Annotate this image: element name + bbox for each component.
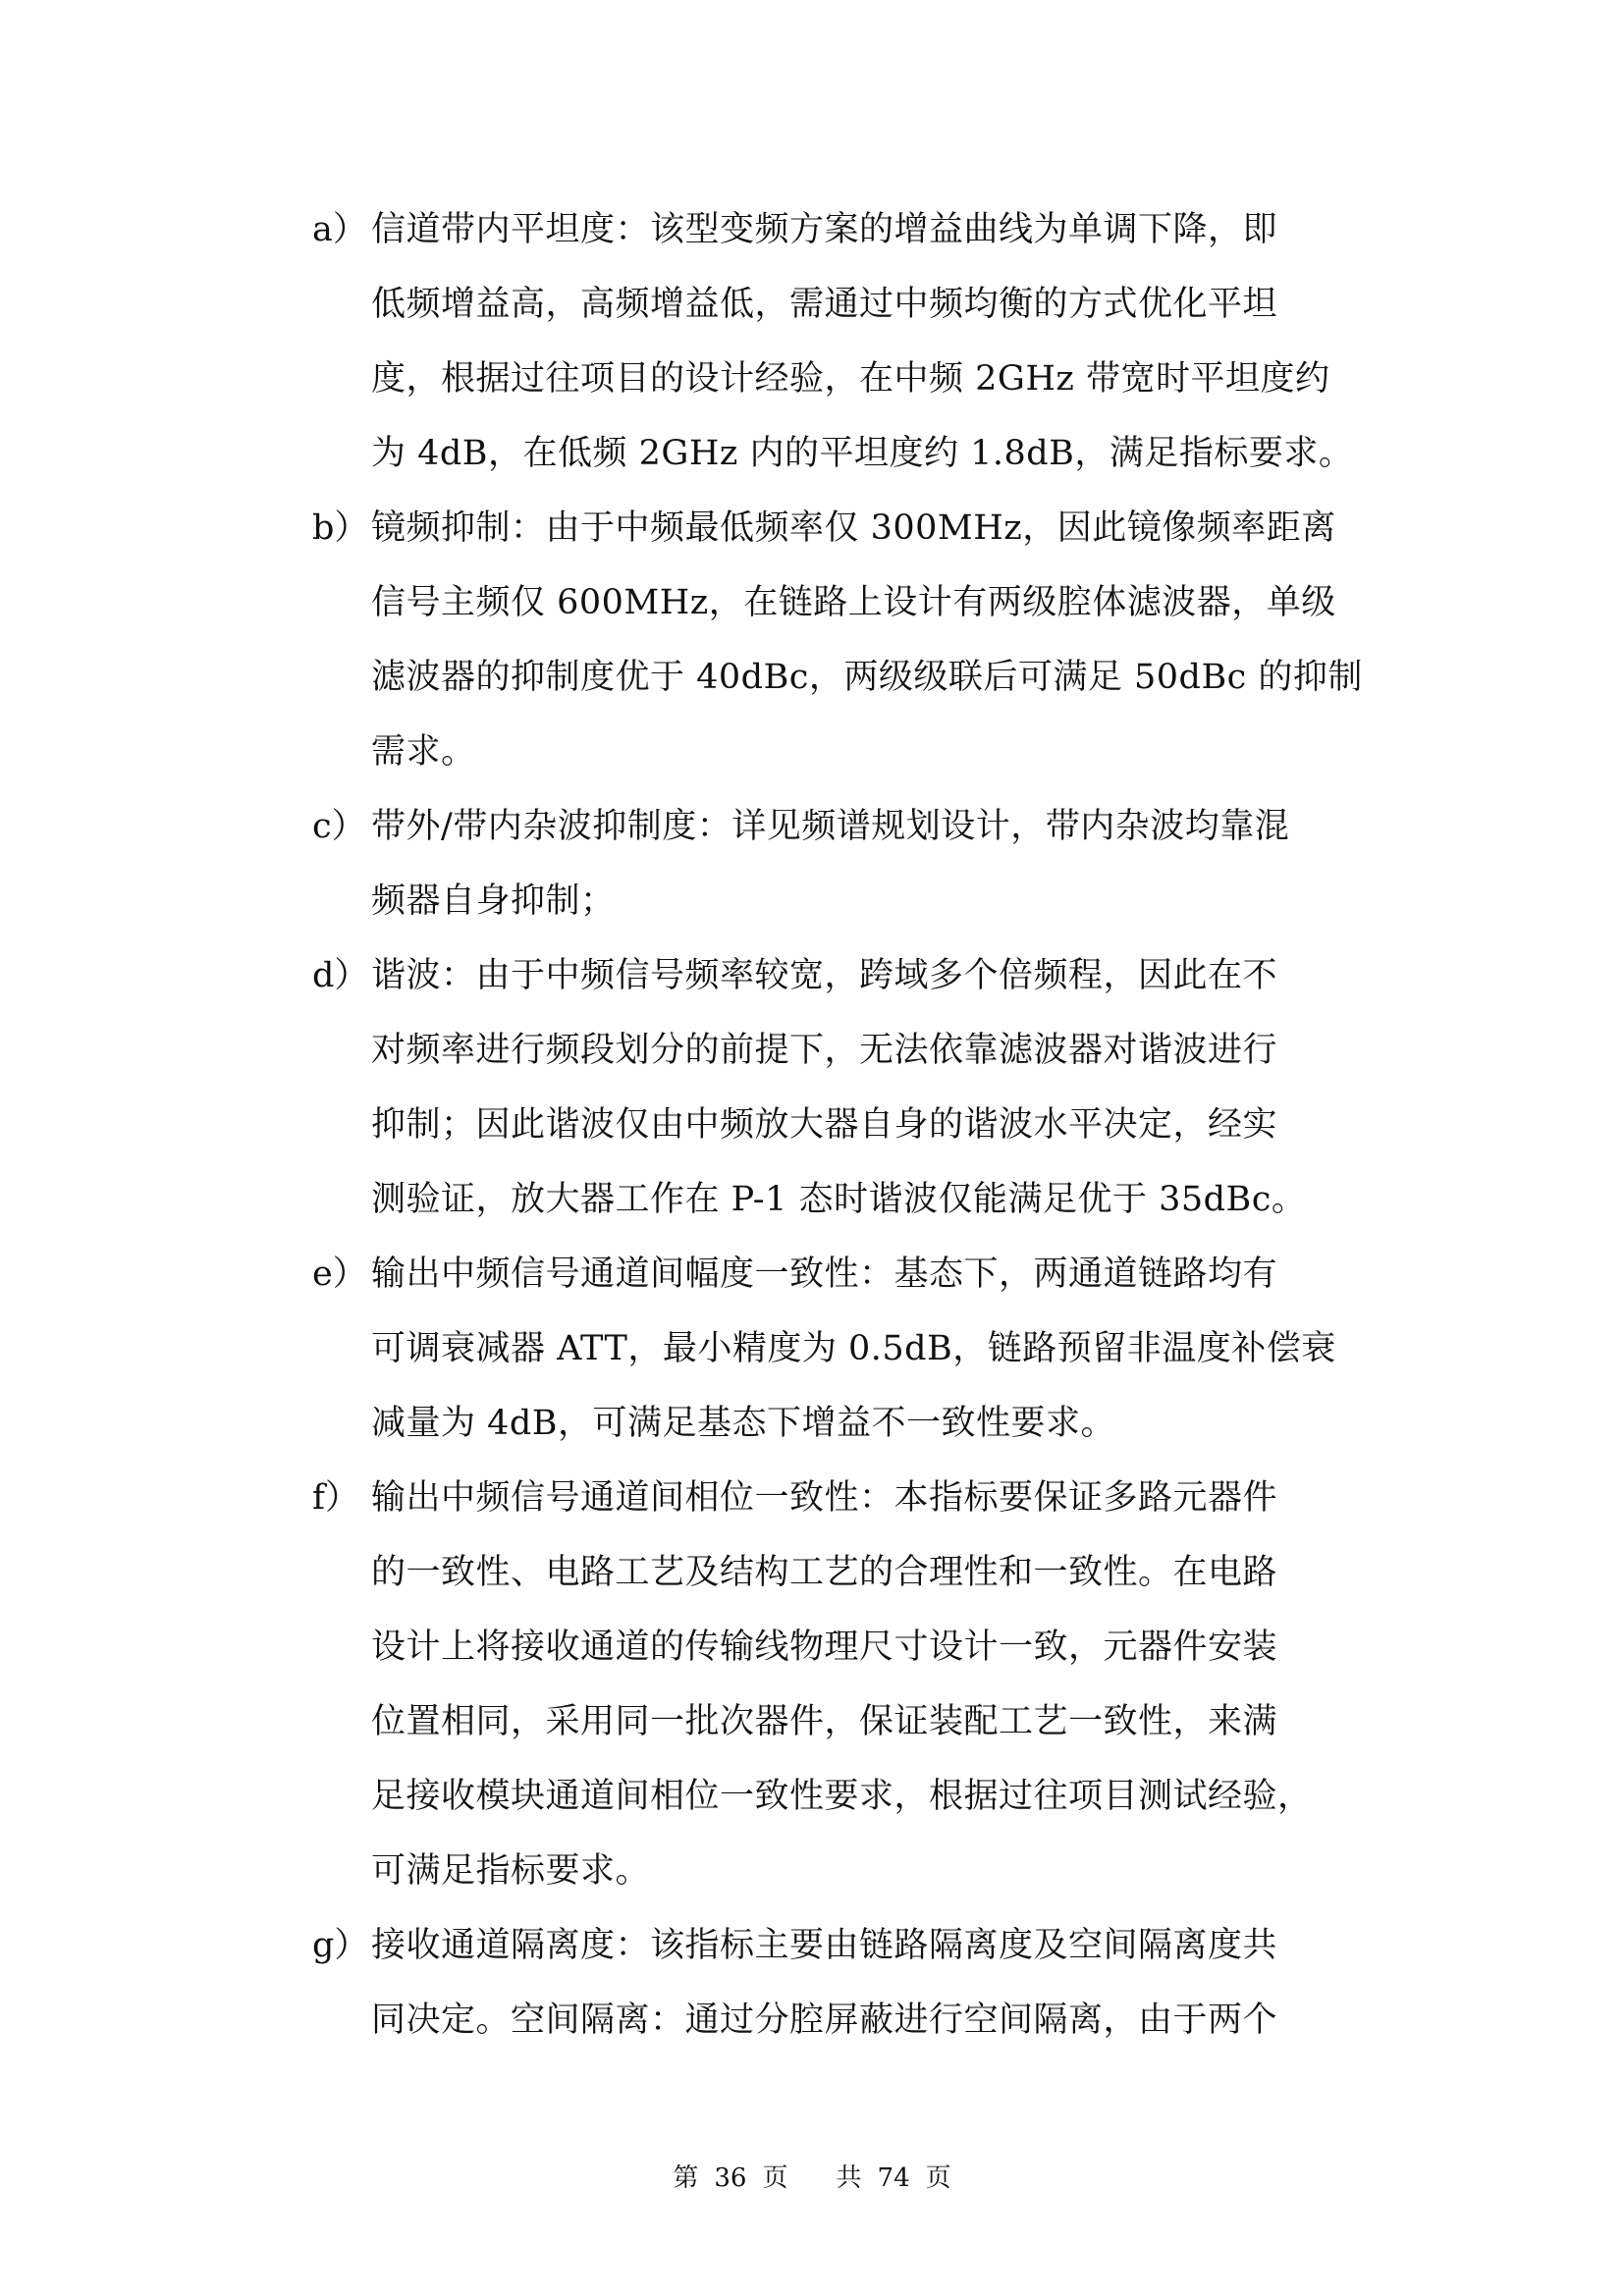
paragraph-line: 频器自身抑制； [371, 881, 616, 921]
list-item [312, 1237, 1392, 1461]
list-item [312, 491, 1392, 789]
paragraph-line: 滤波器的抑制度优于 40dBc，两级级联后可满足 50dBc 的抑制 [371, 658, 1363, 697]
list-item-marker: c） [312, 807, 366, 846]
paragraph-line: 抑制；因此谐波仅由中频放大器自身的谐波水平决定，经实 [371, 1105, 1278, 1145]
total-label-suffix: 页 [925, 2163, 951, 2193]
paragraph-line: 同决定。空间隔离：通过分腔屏蔽进行空间隔离，由于两个 [371, 2001, 1278, 2040]
list-item [312, 938, 1392, 1237]
paragraph-line: 为 4dB，在低频 2GHz 内的平坦度约 1.8dB，满足指标要求。 [371, 434, 1354, 473]
paragraph-line: 谐波：由于中频信号频率较宽，跨域多个倍频程，因此在不 [371, 956, 1278, 995]
total-pages: 74 [877, 2163, 910, 2193]
paragraph-line: 测验证，放大器工作在 P-1 态时谐波仅能满足优于 35dBc。 [371, 1180, 1307, 1219]
paragraph-line: 低频增益高，高频增益低，需通过中频均衡的方式优化平坦 [371, 285, 1278, 324]
page-number: 36 [714, 2163, 747, 2193]
paragraph-line: 位置相同，采用同一批次器件，保证装配工艺一致性，来满 [371, 1702, 1278, 1741]
paragraph-line: 减量为 4dB，可满足基态下增益不一致性要求。 [371, 1404, 1116, 1443]
page-label-suffix: 页 [762, 2163, 788, 2193]
paragraph-line: 输出中频信号通道间幅度一致性：基态下，两通道链路均有 [371, 1255, 1278, 1294]
list-item [312, 1908, 1392, 2057]
paragraph-line: 信号主频仅 600MHz，在链路上设计有两级腔体滤波器，单级 [371, 583, 1336, 622]
paragraph-line: 输出中频信号通道间相位一致性：本指标要保证多路元器件 [371, 1478, 1278, 1518]
paragraph-line: 接收通道隔离度：该指标主要由链路隔离度及空间隔离度共 [371, 1926, 1278, 1965]
paragraph-line: 足接收模块通道间相位一致性要求，根据过往项目测试经验， [371, 1777, 1313, 1816]
page-label-prefix: 第 [673, 2163, 699, 2193]
paragraph-line: 度，根据过往项目的设计经验，在中频 2GHz 带宽时平坦度约 [371, 359, 1330, 399]
paragraph-line: 镜频抑制：由于中频最低频率仅 300MHz，因此镜像频率距离 [371, 508, 1336, 548]
list-item-marker: d） [312, 956, 369, 995]
page-footer [0, 2158, 1624, 2194]
paragraph-line: 设计上将接收通道的传输线物理尺寸设计一致，元器件安装 [371, 1628, 1278, 1667]
paragraph-line: 的一致性、电路工艺及结构工艺的合理性和一致性。在电路 [371, 1553, 1278, 1592]
list-item-marker: e） [312, 1255, 367, 1294]
paragraph-line: 可满足指标要求。 [371, 1851, 651, 1891]
paragraph-line: 信道带内平坦度：该型变频方案的增益曲线为单调下降，即 [371, 210, 1278, 249]
list-item [312, 789, 1392, 938]
paragraph-line: 对频率进行频段划分的前提下，无法依靠滤波器对谐波进行 [371, 1031, 1278, 1070]
list-item-marker: b） [312, 508, 369, 548]
paragraph-line: 带外/带内杂波抑制度：详见频谱规划设计，带内杂波均靠混 [371, 807, 1290, 846]
list-item [312, 192, 1392, 491]
total-label-prefix: 共 [836, 2163, 862, 2193]
list-item [312, 1461, 1392, 1908]
paragraph-line: 可调衰减器 ATT，最小精度为 0.5dB，链路预留非温度补偿衰 [371, 1329, 1336, 1368]
list-item-marker: f） [312, 1478, 359, 1518]
document-body [312, 192, 1392, 2057]
list-item-marker: a） [312, 210, 367, 249]
paragraph-line: 需求。 [371, 732, 476, 772]
list-item-marker: g） [312, 1926, 369, 1965]
